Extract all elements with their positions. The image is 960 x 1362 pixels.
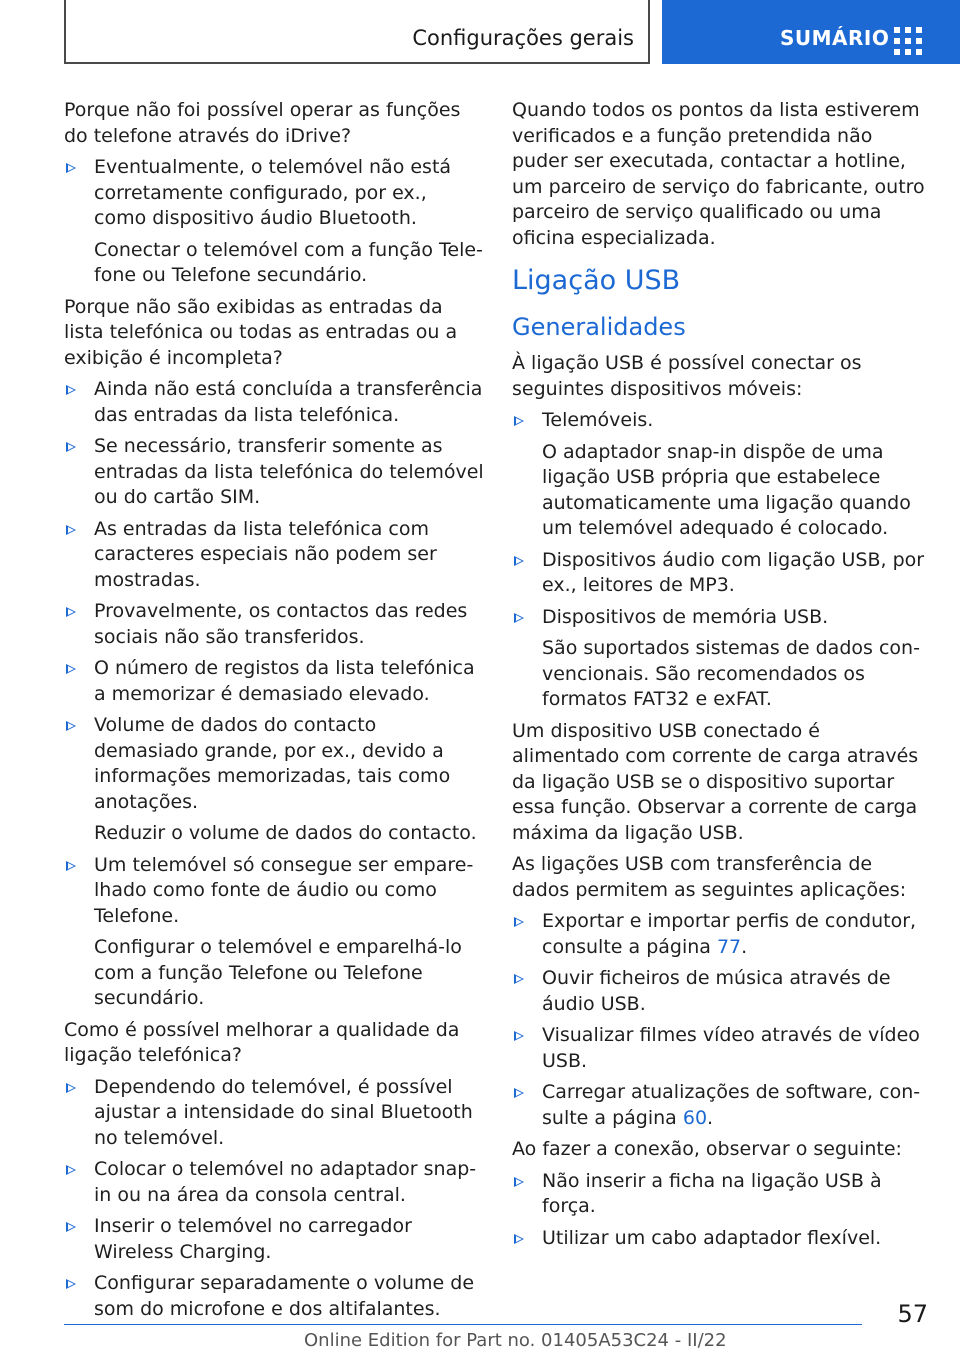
question-paragraph: Como é possível melhorar a qualidade da ligação telefónica? — [64, 1018, 460, 1066]
paragraph: Ao fazer a conexão, observar o seguinte: — [512, 1138, 902, 1160]
list-item-detail: São suportados sistemas de dados convencionais. São recomendados os formatos FAT32 e exFAT. — [542, 637, 920, 710]
list-item: Se necessário, transferir somente as entradas da lista telefónica do telemóvel ou do cartão SIM. — [64, 434, 484, 511]
list-item-detail: Reduzir o volume de dados do contacto. — [94, 822, 477, 844]
list-item: Visualizar filmes vídeo através de vídeo USB. — [512, 1023, 930, 1074]
page-number: 57 — [897, 1300, 928, 1328]
list-item: Não inserir a ficha na ligação USB à força. — [512, 1169, 930, 1220]
section-title: Configurações gerais — [412, 26, 634, 50]
contents-button[interactable] — [662, 0, 960, 64]
bullet-triangle-icon — [66, 1165, 76, 1175]
bullet-triangle-icon — [514, 917, 524, 927]
heading-general: Generalidades — [512, 313, 686, 341]
list-item: Ouvir ficheiros de música através de áudio USB. — [512, 966, 930, 1017]
list-item: As entradas da lista telefónica com caracteres especiais não podem ser mostradas. — [64, 517, 484, 594]
bullet-triangle-icon — [514, 974, 524, 984]
list-item: O número de registos da lista telefónica a memorizar é demasiado elevado. — [64, 656, 484, 707]
bullet-triangle-icon — [514, 1177, 524, 1187]
bullet-triangle-icon — [66, 163, 76, 173]
contents-label: SUMÁRIO — [780, 26, 890, 50]
list-item-detail: O adaptador snap-in dispõe de uma ligação USB própria que estabelece automaticamente uma ligação quando um telemóvel adequado é colocado. — [542, 440, 911, 539]
paragraph: À ligação USB é possível conectar os seguintes dispositivos móveis: — [512, 352, 862, 400]
bullet-triangle-icon — [66, 607, 76, 617]
list-item: Volume de dados do contacto demasiado grande, por ex., devido a informações memorizadas, tais como anotações. — [64, 713, 484, 815]
question-paragraph: Porque não são exibidas as entradas da lista telefónica ou todas as entradas ou a exibição é incompleta? — [64, 295, 458, 369]
bullet-triangle-icon — [514, 1088, 524, 1098]
list-item: Um telemóvel só consegue ser emparelhado como fonte de áudio ou como Telefone. — [64, 853, 484, 930]
bullet-triangle-icon — [514, 613, 524, 623]
list-item: Dependendo do telemóvel, é possível ajustar a intensidade do sinal Bluetooth no telemóvel. — [64, 1075, 484, 1152]
list-item: Inserir o telemóvel no carregador Wireless Charging. — [64, 1214, 484, 1265]
bullet-triangle-icon — [66, 1222, 76, 1232]
bullet-triangle-icon — [514, 1234, 524, 1244]
bullet-triangle-icon — [514, 416, 524, 426]
footer-divider — [64, 1324, 862, 1325]
list-item-detail: Conectar o telemóvel com a função Telefone ou Telefone secundário. — [94, 238, 483, 286]
bullet-triangle-icon — [66, 1083, 76, 1093]
paragraph: As ligações USB com transferência de dados permitem as seguintes aplicações: — [512, 853, 907, 901]
bullet-triangle-icon — [66, 721, 76, 731]
bullet-triangle-icon — [66, 664, 76, 674]
list-item: Utilizar um cabo adaptador flexível. — [512, 1226, 930, 1252]
list-item: Carregar atualizações de software, consulte a página 60. — [512, 1080, 930, 1131]
right-column — [512, 98, 930, 1257]
heading-usb: Ligação USB — [512, 265, 681, 296]
bullet-triangle-icon — [514, 1031, 524, 1041]
left-column — [64, 98, 484, 1328]
list-item: Telemóveis. — [512, 408, 930, 434]
question-paragraph: Porque não foi possível operar as funções do telefone através do iDrive? — [64, 99, 461, 147]
list-item: Colocar o telemóvel no adaptador snap-in ou na área da consola central. — [64, 1157, 484, 1208]
list-item: Ainda não está concluída a transferência das entradas da lista telefónica. — [64, 377, 484, 428]
paragraph: Um dispositivo USB conectado é alimentado com corrente de carga através da ligação USB se o dispositivo suportar essa função. Observar a corrente de carga máxima da ligação USB. — [512, 719, 919, 844]
paragraph: Quando todos os pontos da lista estiverem verificados e a função pretendida não puder ser executada, contactar a hotline, um parceiro de serviço do fabricante, outro parceiro de serviço qualificado ou uma oficina especializada. — [512, 99, 925, 249]
bullet-triangle-icon — [66, 861, 76, 871]
grid-icon — [894, 27, 924, 57]
list-item: Configurar separadamente o volume de som do microfone e dos altifalantes. — [64, 1271, 484, 1322]
bullet-triangle-icon — [66, 385, 76, 395]
bullet-triangle-icon — [66, 525, 76, 535]
list-item-detail: Configurar o telemóvel e emparelhá-lo com a função Telefone ou Telefone secundário. — [94, 936, 462, 1009]
bullet-triangle-icon — [66, 1279, 76, 1289]
list-item: Dispositivos áudio com ligação USB, por ex., leitores de MP3. — [512, 548, 930, 599]
list-item: Dispositivos de memória USB. — [512, 605, 930, 631]
bullet-triangle-icon — [66, 442, 76, 452]
page-link-77[interactable]: 77 — [716, 935, 742, 958]
page-link-60[interactable]: 60 — [682, 1106, 708, 1129]
bullet-triangle-icon — [514, 556, 524, 566]
edition-footer: Online Edition for Part no. 01405A53C24 - II/22 — [304, 1330, 727, 1351]
list-item: Exportar e importar perfis de condutor, consulte a página 77. — [512, 909, 930, 960]
list-item: Eventualmente, o telemóvel não está corretamente configurado, por ex., como dispositivo áudio Bluetooth. — [64, 155, 484, 232]
list-item: Provavelmente, os contactos das redes sociais não são transferidos. — [64, 599, 484, 650]
